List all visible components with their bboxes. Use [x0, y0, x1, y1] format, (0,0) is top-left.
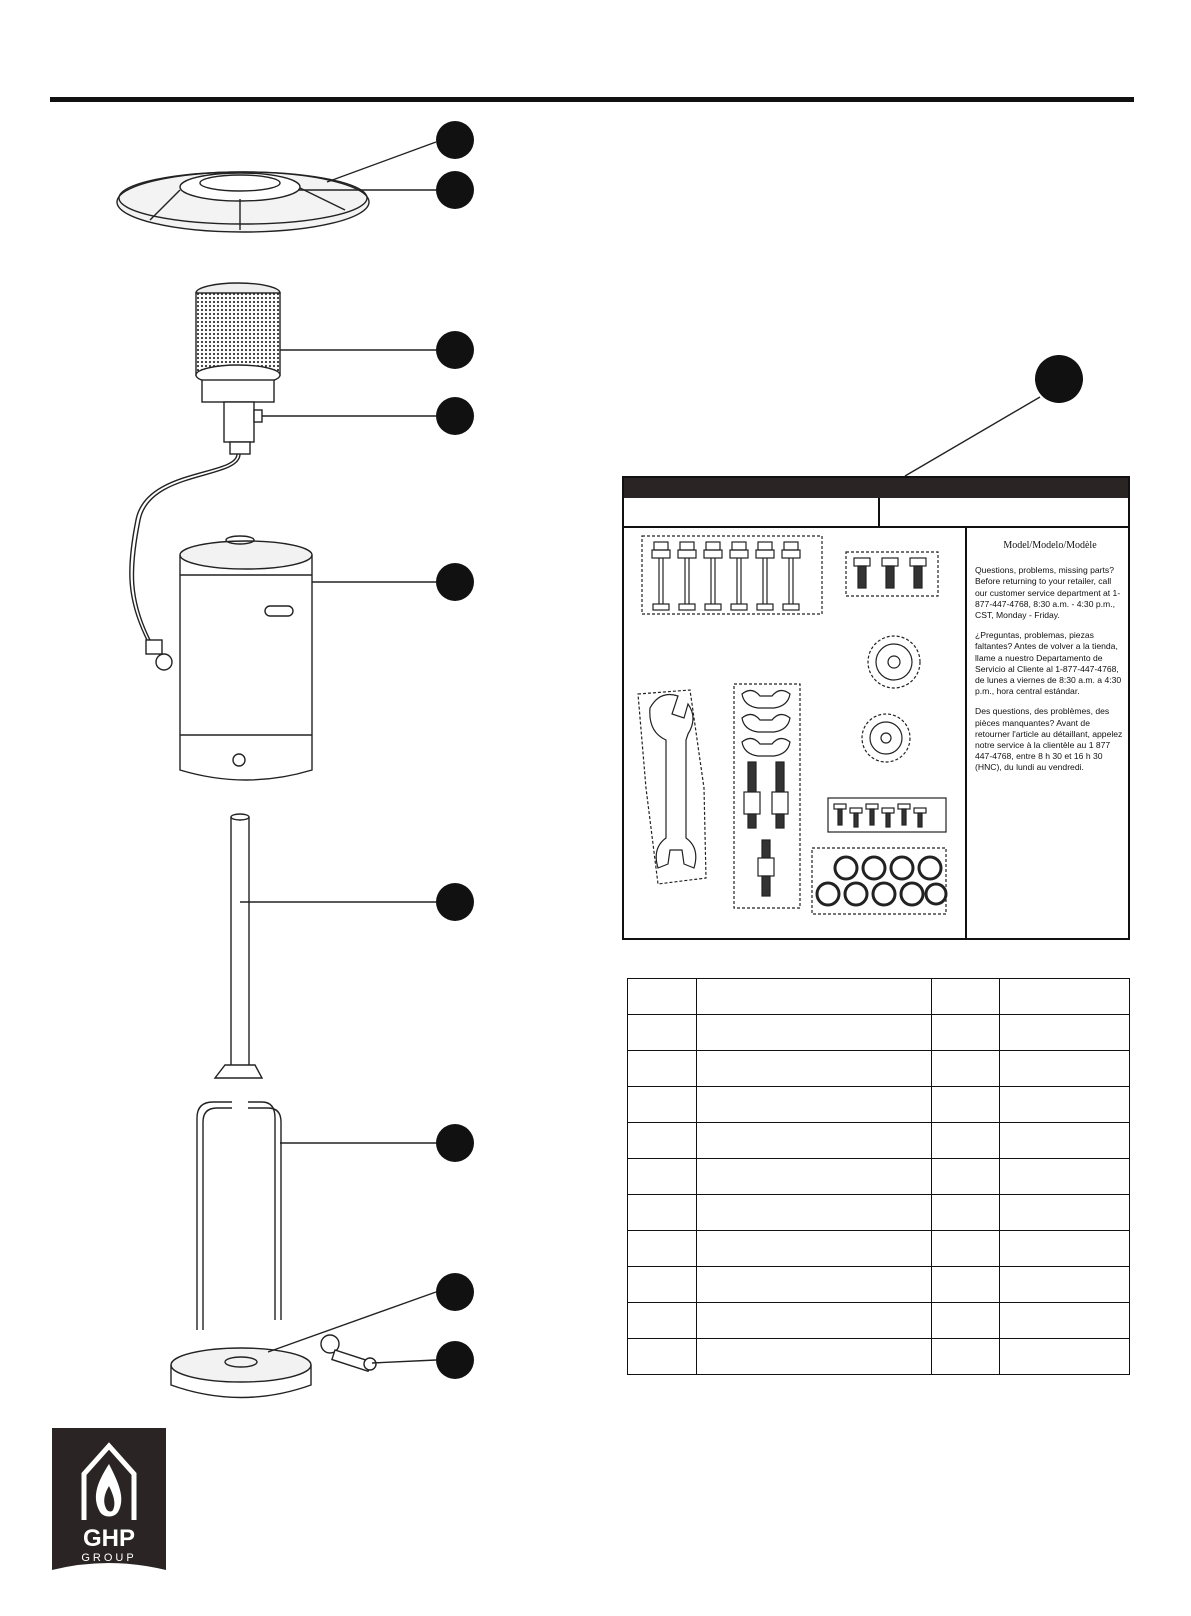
- table-row: [628, 1015, 1130, 1051]
- service-text-fr: Des questions, des problèmes, des pièces manquantes? Avant de retourner l'article au détaillant, appelez notre service à la clientèle au 1 877 447-4768, entre 8 h 30 et 16 h 30 (HNC), du lundi au vendredi.: [975, 706, 1123, 773]
- parts-list-table: [627, 978, 1130, 1375]
- table-row: [628, 1087, 1130, 1123]
- table-row: [628, 1339, 1130, 1375]
- table-row: [628, 1159, 1130, 1195]
- coupling-nuts: [744, 762, 788, 896]
- short-screws: [854, 558, 926, 588]
- callout-marker: [436, 1124, 474, 1162]
- logo-text-group: GROUP: [81, 1552, 137, 1564]
- callout-marker-hardware: [1035, 355, 1083, 403]
- tank-housing: [180, 536, 312, 780]
- wing-nuts: [742, 690, 790, 756]
- table-row: [628, 1303, 1130, 1339]
- support-legs: [197, 1102, 281, 1330]
- hardware-pack-panel: [622, 476, 1130, 940]
- callout-marker: [436, 171, 474, 209]
- callout-marker: [436, 1273, 474, 1311]
- customer-service-info: [975, 530, 1125, 783]
- base: [171, 1348, 311, 1398]
- ghp-group-logo: [52, 1428, 166, 1578]
- service-text-es: ¿Preguntas, problemas, piezas faltantes? Antes de volver a la tienda, llame a nuestro Departamento de Servicio al Cliente al 1-877-447-4768, de lunes a viernes de 8:30 a.m. a 4:30 p.m., hora central estándar.: [975, 630, 1122, 697]
- burner-assembly: [130, 283, 280, 670]
- callout-marker: [436, 397, 474, 435]
- callout-marker: [436, 1341, 474, 1379]
- small-screws: [834, 804, 926, 827]
- hardware-panel-header: [624, 478, 1128, 498]
- o-rings: [817, 857, 946, 905]
- table-row: [628, 1123, 1130, 1159]
- bolt-set: [652, 542, 800, 610]
- model-label: Model/Modelo/Modèle: [1003, 540, 1097, 551]
- callout-marker: [436, 563, 474, 601]
- table-row: [628, 1051, 1130, 1087]
- callout-marker: [436, 883, 474, 921]
- wrench: [650, 695, 696, 869]
- post: [215, 814, 262, 1078]
- table-row: [628, 1231, 1130, 1267]
- table-header-row: [628, 979, 1130, 1015]
- hardware-illustration: [624, 528, 964, 940]
- base-fitting: [321, 1335, 376, 1371]
- table-row: [628, 1267, 1130, 1303]
- table-row: [628, 1195, 1130, 1231]
- callout-marker: [436, 331, 474, 369]
- service-text-en: Questions, problems, missing parts? Before returning to your retailer, call our customer service department at 1-877-447-4768, 8:30 a.m. - 4:30 p.m., CST, Monday - Friday.: [975, 565, 1121, 621]
- callout-marker: [436, 121, 474, 159]
- logo-text-ghp: GHP: [82, 1525, 136, 1552]
- hardware-panel-subheader: [624, 498, 1128, 528]
